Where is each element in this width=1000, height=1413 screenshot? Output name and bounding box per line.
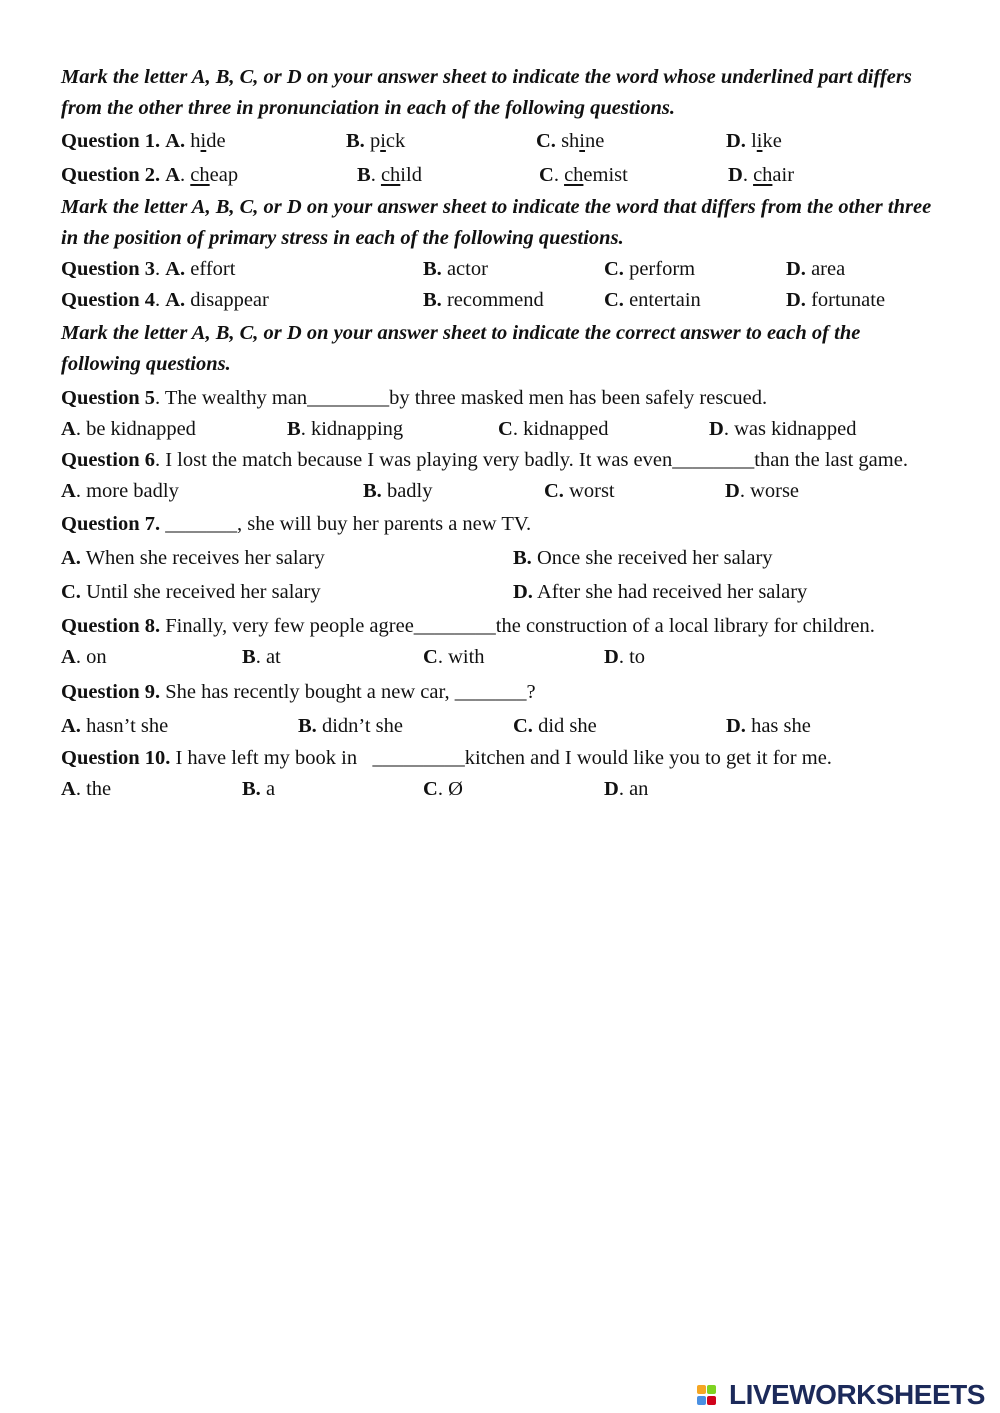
q5-option-b[interactable]: B. kidnapping <box>287 418 404 440</box>
q9-option-d[interactable]: D. has she <box>726 715 811 737</box>
q9-option-b[interactable]: B. didn’t she <box>298 715 403 737</box>
question-2-row <box>61 158 939 192</box>
question-5-options <box>61 414 939 445</box>
liveworksheets-logo-icon <box>697 1381 727 1409</box>
worksheet-page <box>61 62 939 805</box>
q10-option-b[interactable]: B. a <box>242 778 276 800</box>
q8-option-b[interactable]: B. at <box>242 646 281 668</box>
section2-instruction: Mark the letter A, B, C, or D on your answer sheet to indicate the word that differs from the other three in the position of primary stress in each of the following questions. <box>61 196 932 249</box>
q7-option-c[interactable]: C. Until she received her salary <box>61 581 321 603</box>
question-10-options <box>61 774 939 805</box>
q6-option-a[interactable]: A. more badly <box>61 480 179 502</box>
question-5-stem: Question 5. The wealthy man________by three masked men has been safely rescued. <box>61 387 768 409</box>
q2-option-d[interactable]: D. chair <box>728 164 795 186</box>
q3-option-c[interactable]: C. perform <box>604 258 696 280</box>
q1-option-c[interactable]: C. shine <box>536 130 605 152</box>
question-7-options-ab <box>61 541 939 575</box>
q7-option-a[interactable]: A. When she receives her salary <box>61 547 325 569</box>
q5-option-a[interactable]: A. be kidnapped <box>61 418 196 440</box>
q9-option-c[interactable]: C. did she <box>513 715 597 737</box>
liveworksheets-logo-text: LIVEWORKSHEETS <box>729 1379 985 1410</box>
q2-option-a[interactable]: Question 2. A. cheap <box>61 164 239 186</box>
q10-option-d[interactable]: D. an <box>604 778 649 800</box>
q4-option-d[interactable]: D. fortunate <box>786 289 886 311</box>
question-6-stem: Question 6. I lost the match because I was playing very badly. It was even________than the last game. <box>61 449 908 471</box>
q3-option-a[interactable]: Question 3. A. effort <box>61 258 236 280</box>
q1-option-b[interactable]: B. pick <box>346 130 406 152</box>
question-9-options <box>61 709 939 743</box>
q1-option-a[interactable]: Question 1. A. hide <box>61 130 226 152</box>
q7-option-d[interactable]: D. After she had received her salary <box>513 581 808 603</box>
question-7-options-cd <box>61 575 939 609</box>
q2-option-c[interactable]: C. chemist <box>539 164 628 186</box>
section3-instruction: Mark the letter A, B, C, or D on your answer sheet to indicate the correct answer to each of the following questions. <box>61 322 861 375</box>
question-3-row <box>61 254 939 285</box>
q1-option-d[interactable]: D. like <box>726 130 782 152</box>
q9-option-a[interactable]: A. hasn’t she <box>61 715 169 737</box>
q6-option-c[interactable]: C. worst <box>544 480 615 502</box>
q10-option-c[interactable]: C. Ø <box>423 778 463 800</box>
q10-option-a[interactable]: A. the <box>61 778 112 800</box>
q8-option-a[interactable]: A. on <box>61 646 107 668</box>
question-7-stem: Question 7. _______, she will buy her parents a new TV. <box>61 513 532 535</box>
question-6-options <box>61 476 939 507</box>
question-9-stem: Question 9. She has recently bought a new car, _______? <box>61 681 536 703</box>
liveworksheets-logo <box>697 1378 985 1412</box>
q6-option-b[interactable]: B. badly <box>363 480 433 502</box>
q5-option-c[interactable]: C. kidnapped <box>498 418 609 440</box>
question-8-stem: Question 8. Finally, very few people agree________the construction of a local library for children. <box>61 615 875 637</box>
q4-option-c[interactable]: C. entertain <box>604 289 701 311</box>
q5-option-d[interactable]: D. was kidnapped <box>709 418 857 440</box>
q3-option-b[interactable]: B. actor <box>423 258 488 280</box>
question-8-options <box>61 642 939 673</box>
question-1-row <box>61 124 939 158</box>
question-4-row <box>61 285 939 316</box>
section1-instruction: Mark the letter A, B, C, or D on your answer sheet to indicate the word whose underlined part differs from the other three in pronunciation in each of the following questions. <box>61 66 912 119</box>
q1-a-underlined: i <box>200 130 207 152</box>
q6-option-d[interactable]: D. worse <box>725 480 800 502</box>
q7-option-b[interactable]: B. Once she received her salary <box>513 547 773 569</box>
question-10-stem: Question 10. I have left my book in _________kitchen and I would like you to get it for me. <box>61 747 832 769</box>
q2-option-b[interactable]: B. child <box>357 164 422 186</box>
q3-option-d[interactable]: D. area <box>786 258 846 280</box>
q8-option-c[interactable]: C. with <box>423 646 485 668</box>
q8-option-d[interactable]: D. to <box>604 646 646 668</box>
q4-option-b[interactable]: B. recommend <box>423 289 544 311</box>
q4-option-a[interactable]: Question 4. A. disappear <box>61 289 269 311</box>
